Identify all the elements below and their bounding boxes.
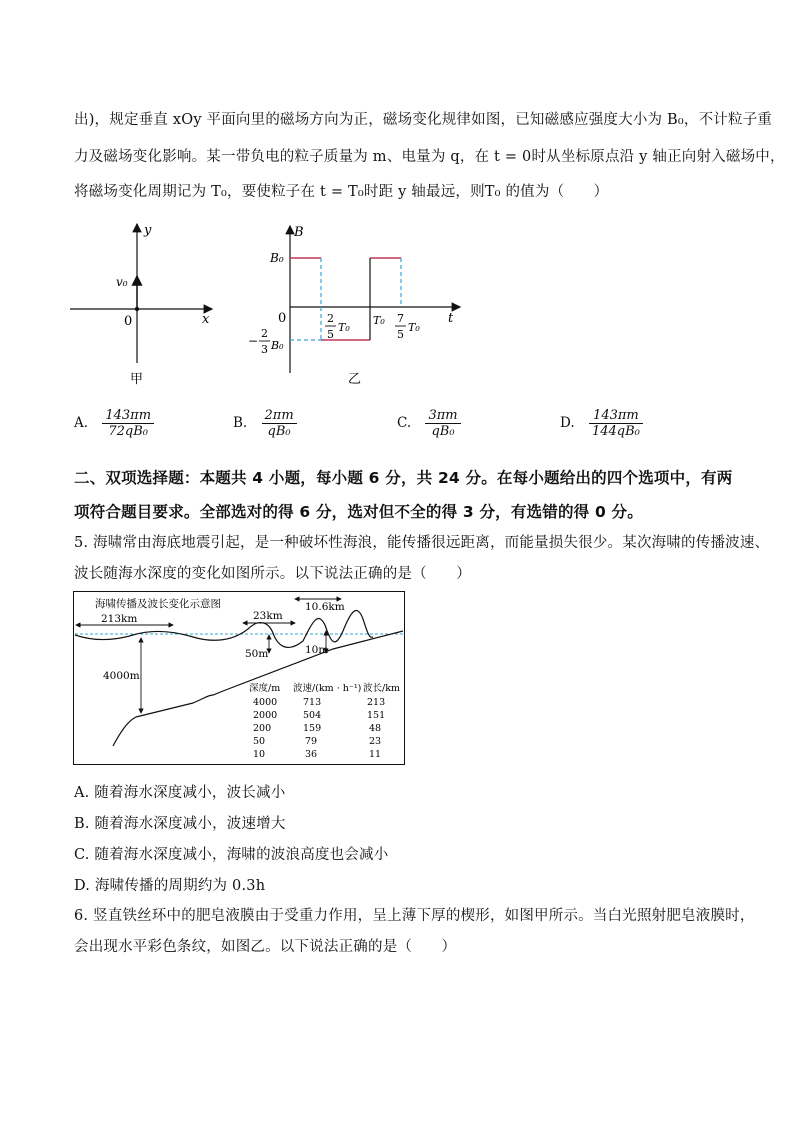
option-numerator: 143πm [589,408,643,424]
neg-num: 2 [261,327,268,340]
table-cell: 50 [253,736,266,747]
q5-option-b[interactable]: B. 随着海水深度减小，波速增大 [74,816,286,832]
table-cell: 151 [367,710,386,721]
table-cell: 4000 [253,697,278,708]
v0-label: v₀ [116,275,128,289]
q6-text-line1: 6. 竖直铁丝环中的肥皂液膜由于受重力作用，呈上薄下厚的楔形，如图甲所示。当白光照射肥皂液膜时， [74,908,755,924]
table-cell: 504 [303,710,322,721]
t3-num: 7 [397,312,404,325]
t-label: t [448,311,454,326]
q5-option-a[interactable]: A. 随着海水深度减小，波长减小 [74,785,286,801]
table-cell: 11 [369,749,382,760]
tsunami-figure [73,591,405,765]
wavelength-213: 213km [101,613,138,625]
option-letter: C. [397,415,412,431]
option-letter: A. [74,415,89,431]
table-cell: 36 [305,749,318,760]
q4-option-c[interactable] [397,408,461,439]
neg-den: 3 [261,343,268,356]
q4-option-d[interactable] [560,408,643,439]
origin-label: 0 [278,311,287,326]
b-label: B [294,225,304,240]
t1-num: 2 [327,312,334,325]
table-cell: 159 [303,723,322,734]
neg-sign: − [248,334,259,348]
table-cell: 10 [253,749,266,760]
section2-line1: 二、双项选择题：本题共 4 小题，每小题 6 分，共 24 分。在每小题给出的四个选项中，有两 [74,469,733,487]
q5-text-line1: 5. 海啸常由海底地震引起，是一种破坏性海浪，能传播很远距离，而能量损失很少。某次海啸的传播波速、 [74,535,770,551]
q4-text-line1: 出)，规定垂直 xOy 平面向里的磁场方向为正，磁场变化规律如图，已知磁感应强度大小为 B₀，不计粒子重 [74,112,773,128]
wavelength-23: 23km [253,610,283,622]
q4-text-line2: 力及磁场变化影响。某一带负电的粒子质量为 m、电量为 q，在 t = 0时从坐标原点沿 y 轴正向射入磁场中， [74,149,785,165]
fig-jia-caption: 甲 [130,372,144,387]
option-numerator: 2πm [262,408,297,424]
table-header-depth: 深度/m [249,683,281,694]
option-denominator: qB₀ [267,424,291,439]
option-denominator: 144qB₀ [591,424,640,439]
table-header-wavelength: 波长/km [363,683,400,694]
b0-label: B₀ [270,251,284,265]
q5-text-line2: 波长随海水深度的变化如图所示。以下说法正确的是（ ） [74,566,471,582]
q5-option-c[interactable]: C. 随着海水深度减小，海啸的波浪高度也会减小 [74,847,389,863]
t3-suffix: T₀ [408,321,420,334]
q4-option-a[interactable] [74,408,154,439]
table-cell: 213 [367,697,386,708]
y-label: y [144,223,152,238]
neg-suffix: B₀ [271,339,284,352]
t1-suffix: T₀ [338,321,350,334]
option-letter: D. [560,415,575,431]
q4-text-line3: 将磁场变化周期记为 T₀，要使粒子在 t = T₀时距 y 轴最远，则T₀ 的值为（ ） [74,184,609,200]
wavelength-10-6: 10.6km [305,601,345,613]
option-numerator: 143πm [102,408,154,424]
option-denominator: qB₀ [431,424,455,439]
x-label: x [202,312,210,327]
figure-title: 海啸传播及波长变化示意图 [95,598,221,610]
table-cell: 23 [369,736,382,747]
depth-label: 4000m [103,670,140,682]
origin-dot [135,307,139,311]
origin-label: 0 [124,314,133,329]
height-50: 50m [245,648,269,660]
t3-den: 5 [397,328,404,341]
q5-option-d[interactable]: D. 海啸传播的周期约为 0.3h [74,878,266,894]
table-header-speed: 波速/(km · h⁻¹) [293,683,362,694]
figure-yi [244,218,474,393]
option-denominator: 72qB₀ [108,424,148,439]
table-cell: 79 [305,736,318,747]
q4-option-b[interactable] [233,408,297,439]
fig-yi-caption: 乙 [348,372,362,387]
table-cell: 200 [253,723,272,734]
t1-den: 5 [327,328,334,341]
table-cell: 713 [303,697,322,708]
q6-text-line2: 会出现水平彩色条纹，如图乙。以下说法正确的是（ ） [74,939,457,955]
option-numerator: 3πm [425,408,460,424]
height-10: 10m [305,644,329,656]
table-cell: 48 [369,723,382,734]
t2-label: T₀ [373,314,385,327]
option-letter: B. [233,415,248,431]
section2-line2: 项符合题目要求。全部选对的得 6 分，选对但不全的得 3 分，有选错的得 0 分。 [74,503,643,521]
table-cell: 2000 [253,710,278,721]
figure-jia [66,218,226,393]
